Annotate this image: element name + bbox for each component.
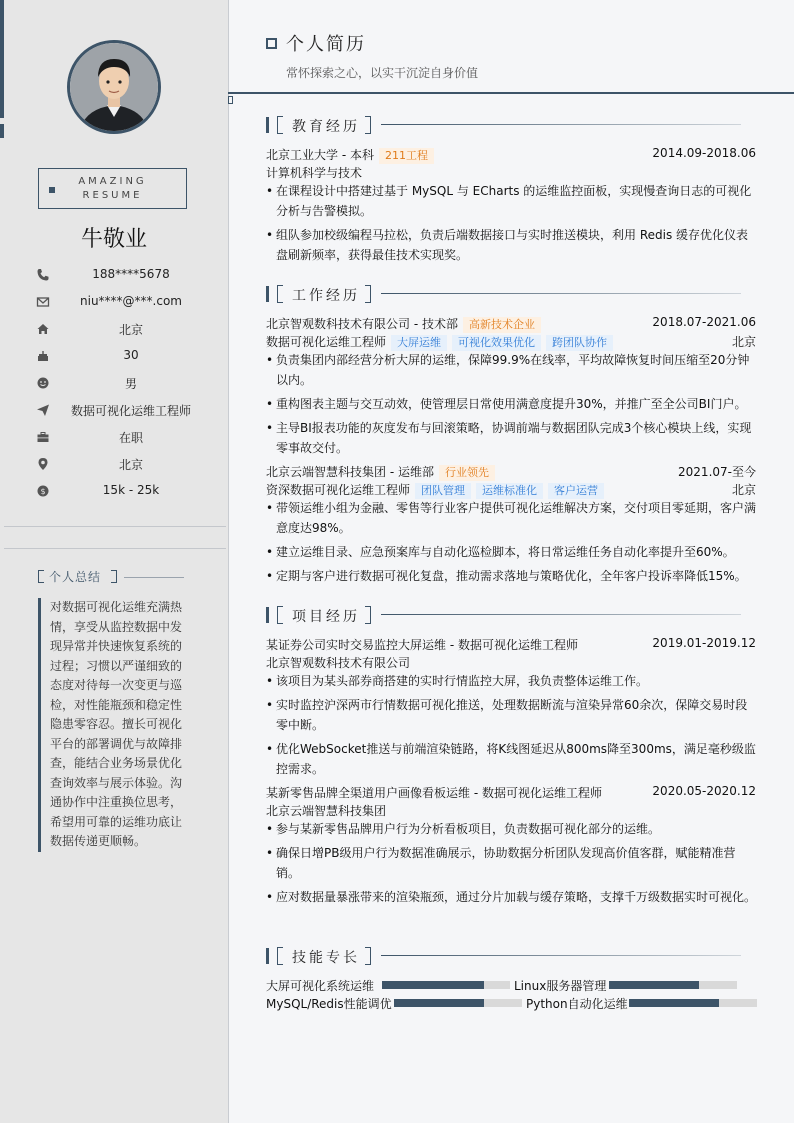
face-icon xyxy=(36,376,50,390)
info-phone: 188****5678 xyxy=(36,265,212,285)
list-item: • 确保日增PB级用户行为数据准确展示，协助数据分析团队发现高价值客群，赋能精准营销。 xyxy=(266,846,736,880)
skill-bar-fill xyxy=(609,981,699,989)
sidebar-accent-bar xyxy=(0,0,4,118)
list-item: • 在课程设计中搭建过基于 MySQL 与 ECharts 的运维监控面板，实现慢查询日志的可视化分析与告警模拟。 xyxy=(266,184,752,218)
section-education: 教育经历 xyxy=(266,116,756,136)
work-2-date: 2021.07-至今 xyxy=(678,465,756,479)
list-item: • 实时监控沪深两市行情数据可视化推送，处理数据断流与渲染异常60余次，保障交易时段零中断。 xyxy=(266,698,748,732)
list-item: • 带领运维小组为金融、零售等行业客户提供可视化运维解决方案，交付项目零延期，客户满意度达98%。 xyxy=(266,501,757,535)
briefcase-icon xyxy=(36,430,50,444)
skill-bar xyxy=(629,999,757,1007)
project-2-org: 北京云端智慧科技集团 xyxy=(266,804,387,818)
work-label: 可视化效果优化 xyxy=(452,335,541,351)
page-subtitle: 常怀探索之心，以实干沉淀自身价值 xyxy=(286,66,479,80)
work-label: 大屏运维 xyxy=(391,335,447,351)
education-major: 计算机科学与技术 xyxy=(266,166,363,180)
list-item: • 负责集团内部经营分析大屏的运维，保障99.9%在线率，平均故障恢复时间压缩至20分钟以内。 xyxy=(266,353,750,387)
skill-bar xyxy=(609,981,737,989)
section-project: 项目经历 xyxy=(266,606,756,626)
project-1-date: 2019.01-2019.12 xyxy=(652,636,756,650)
info-home: 北京 xyxy=(36,319,212,339)
education-header: 北京工业大学 - 本科 211工程 2014.09-2018.06 xyxy=(266,146,756,162)
info-position: 数据可视化运维工程师 xyxy=(36,400,212,420)
work-1-header: 北京智观数科技术有限公司 - 技术部 高新技术企业 2018.07-2021.06 xyxy=(266,315,756,331)
info-email: niu****@***.com xyxy=(36,292,212,312)
skill-bar-fill xyxy=(394,999,484,1007)
sidebar xyxy=(0,0,229,1123)
project-1-org: 北京智观数科技术有限公司 xyxy=(266,656,411,670)
work-1-date: 2018.07-2021.06 xyxy=(652,315,756,329)
title-square-icon xyxy=(266,38,277,49)
info-gender: 男 xyxy=(36,373,212,393)
phone-icon xyxy=(36,268,50,282)
skill-bar-fill xyxy=(382,981,484,989)
work-1-city: 北京 xyxy=(731,335,756,349)
person-name: 牛敬业 xyxy=(80,227,147,252)
work-2-role: 资深数据可视化运维工程师 团队管理 运维标准化 客户运营 北京 xyxy=(266,483,756,497)
list-item: • 建立运维目录、应急预案库与自动化巡检脚本，将日常运维任务自动化率提升至60%。 xyxy=(266,545,735,559)
section-skills: 技能专长 xyxy=(266,947,756,967)
skill-item: MySQL/Redis性能调优 xyxy=(266,995,392,1011)
svg-text:$: $ xyxy=(40,487,46,496)
mail-icon xyxy=(36,295,50,309)
amazing-resume-badge xyxy=(38,168,187,209)
work-label: 团队管理 xyxy=(415,483,471,499)
education-tag: 211工程 xyxy=(379,148,434,164)
section-work: 工作经历 xyxy=(266,285,756,305)
skill-item: Python自动化运维 xyxy=(526,995,628,1011)
sidebar-divider xyxy=(4,526,226,527)
list-item: • 组队参加校级编程马拉松，负责后端数据接口与实时推送模块，利用 Redis 缓存优化仪表盘刷新频率，获得最佳技术实现奖。 xyxy=(266,228,749,262)
project-1-header: 某证券公司实时交易监控大屏运维 - 数据可视化运维工程师 2019.01-2019.12 xyxy=(266,636,756,652)
skill-bar-fill xyxy=(629,999,719,1007)
header-rule xyxy=(228,92,794,94)
sidebar-divider xyxy=(4,548,226,549)
location-pin-icon xyxy=(36,457,50,471)
work-2-city: 北京 xyxy=(731,483,756,497)
work-2-header: 北京云端智慧科技集团 - 运维部 行业领先 2021.07-至今 xyxy=(266,465,756,479)
avatar xyxy=(67,40,161,134)
badge-line-2: RESUME xyxy=(82,190,143,201)
summary-heading: 个人总结 xyxy=(38,568,198,586)
education-date: 2014.09-2018.06 xyxy=(652,146,756,160)
work-2-tag: 行业领先 xyxy=(439,465,495,481)
project-2-date: 2020.05-2020.12 xyxy=(652,784,756,798)
info-location: 北京 xyxy=(36,454,212,474)
skill-bar xyxy=(382,981,510,989)
work-label: 客户运营 xyxy=(548,483,604,499)
money-icon xyxy=(36,484,50,498)
work-1-role: 数据可视化运维工程师 大屏运维 可视化效果优化 跨团队协作 北京 xyxy=(266,335,756,349)
work-label: 跨团队协作 xyxy=(546,335,613,351)
info-age: 30 xyxy=(36,346,212,366)
work-label: 运维标准化 xyxy=(476,483,543,499)
header-mark xyxy=(228,96,233,104)
sidebar-accent-bar xyxy=(0,124,4,138)
home-icon xyxy=(36,322,50,336)
list-item: • 主导BI报表功能的灰度发布与回滚策略，协调前端与数据团队完成3个核心模块上线，实现零事故交付。 xyxy=(266,421,752,455)
list-item: • 重构图表主题与交互动效，使管理层日常使用满意度提升30%，并推广至全公司BI门户。 xyxy=(266,397,747,411)
skill-item: Linux服务器管理 xyxy=(514,977,606,993)
list-item: • 应对数据量暴涨带来的渲染瓶颈，通过分片加载与缓存策略，支撑千万级数据实时可视化。 xyxy=(266,890,757,904)
info-status: 在职 xyxy=(36,427,212,447)
paper-plane-icon xyxy=(36,403,50,417)
list-item: • 参与某新零售品牌用户行为分析看板项目，负责数据可视化部分的运维。 xyxy=(266,822,661,836)
cake-icon xyxy=(36,349,50,363)
project-2-header: 某新零售品牌全渠道用户画像看板运维 - 数据可视化运维工程师 2020.05-2020.12 xyxy=(266,784,756,800)
info-salary: $ 15k - 25k xyxy=(36,481,212,501)
list-item: • 定期与客户进行数据可视化复盘，推动需求落地与策略优化，全年客户投诉率降低15%。 xyxy=(266,569,747,583)
list-item: • 优化WebSocket推送与前端渲染链路，将K线图延迟从800ms降至300ms，满足毫秒级监控需求。 xyxy=(266,742,756,776)
badge-square-icon xyxy=(49,187,55,193)
list-item: • 该项目为某头部券商搭建的实时行情监控大屏，我负责整体运维工作。 xyxy=(266,674,649,688)
work-1-tag: 高新技术企业 xyxy=(463,317,541,333)
badge-line-1: AMAZING xyxy=(78,176,147,187)
skill-item: 大屏可视化系统运维 xyxy=(266,977,374,993)
summary-text: 对数据可视化运维充满热情，享受从监控数据中发现异常并快速恢复系统的过程；习惯以严谨细致的态度对待每一次变更与巡检，对性能瓶颈和稳定性隐患零容忍。擅长可视化平台的部署调优与故障排查，能结合业务场景优化查询效率与展示体验。沟通协作中注重换位思考，希望用可靠的运维功底让数据传递更顺畅。 xyxy=(38,598,186,852)
skill-bar xyxy=(394,999,522,1007)
